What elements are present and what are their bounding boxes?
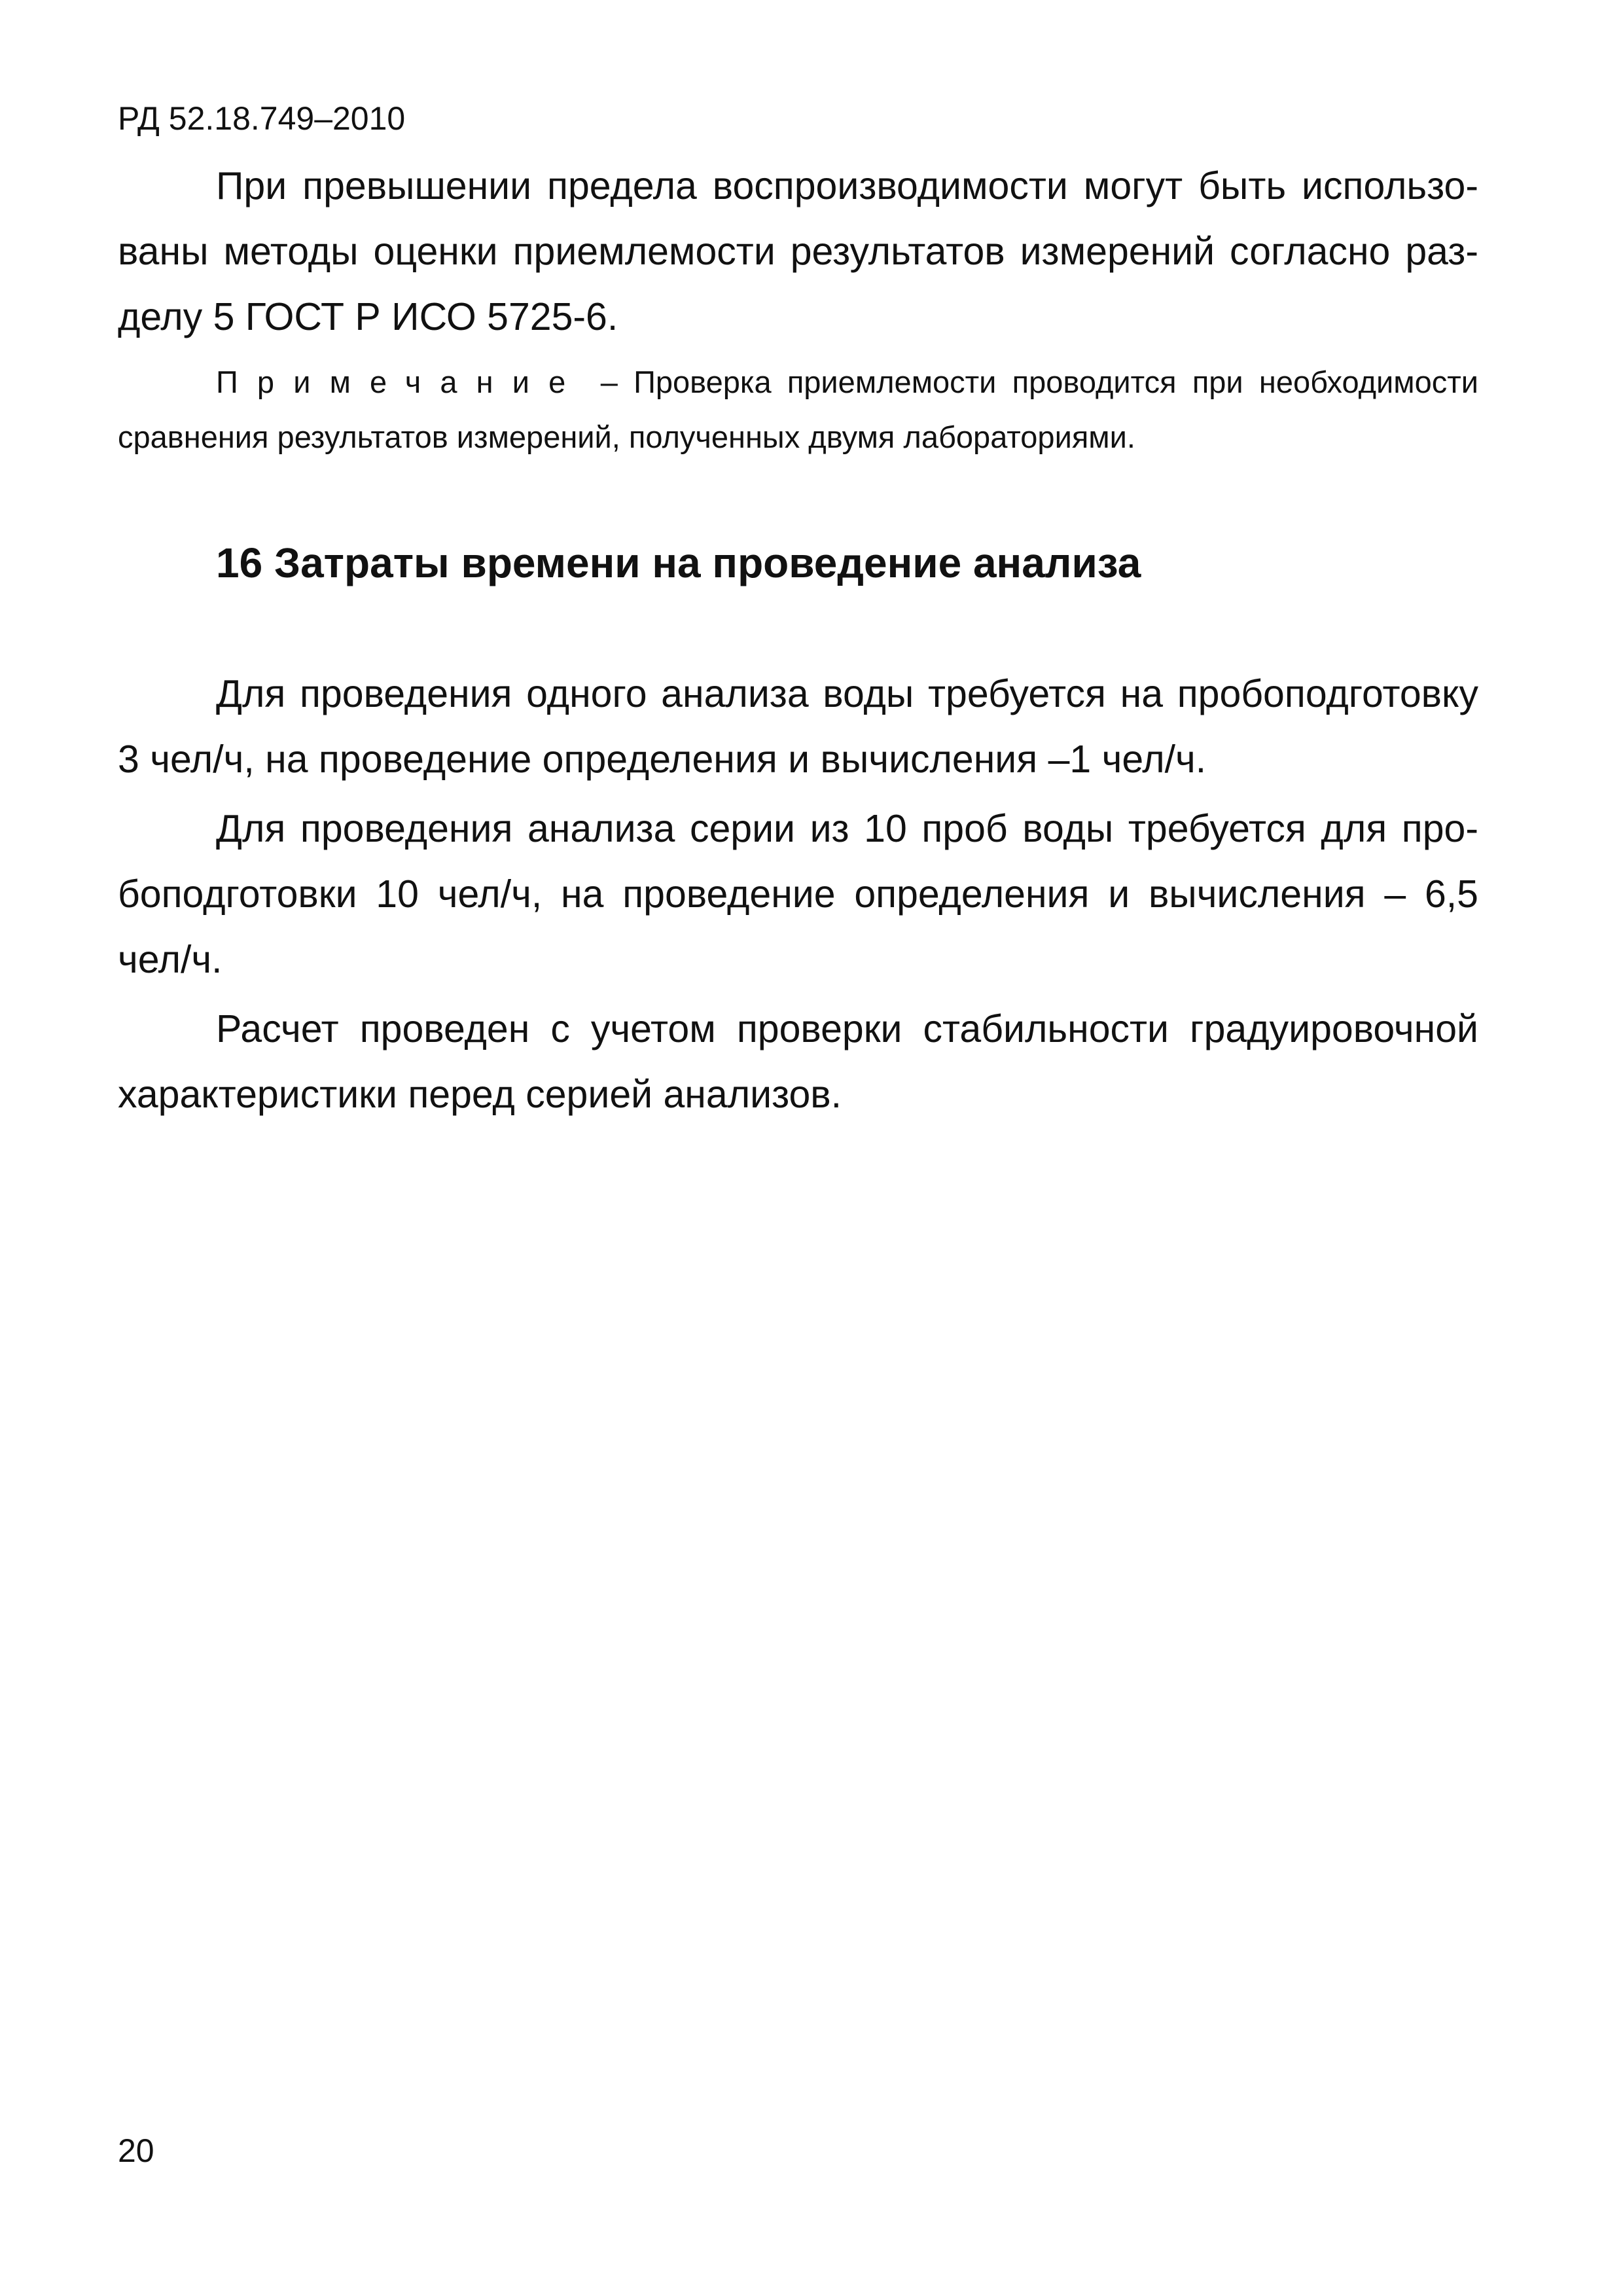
section-paragraph: Расчет проведен с учетом проверки стабильности градуировочной характеристики перед серией анализов. <box>118 1007 1478 1116</box>
page-number: 20 <box>118 2132 154 2169</box>
document-code-header: РД 52.18.749–2010 <box>118 100 406 137</box>
section-paragraph: Для проведения анализа серии из 10 проб воды требуется для пробоподготовки 10 чел/ч, на проведение определения и вычисления – 6,5 чел/ч. <box>118 807 1478 981</box>
section-paragraph: Для проведения одного анализа воды требуется на пробоподготовку 3 чел/ч, на проведение определения и вычисления –1 чел/ч. <box>118 672 1478 781</box>
section-heading: 16 Затраты времени на проведение анализа <box>216 539 1141 586</box>
note-paragraph <box>118 355 1478 465</box>
section-body <box>118 661 1478 1127</box>
reproducibility-paragraph: При превышении предела воспроизводимости могут быть использованы методы оценки приемлемости результатов измерений согласно разделу 5 ГОСТ Р ИСО 5725-6. <box>118 164 1478 338</box>
page-content <box>118 153 1478 1127</box>
note-label: Примечание <box>216 365 585 399</box>
note-text: – Проверка приемлемости проводится при необходимости сравнения результатов измерений, полученных двумя лабораториями. <box>118 365 1478 454</box>
